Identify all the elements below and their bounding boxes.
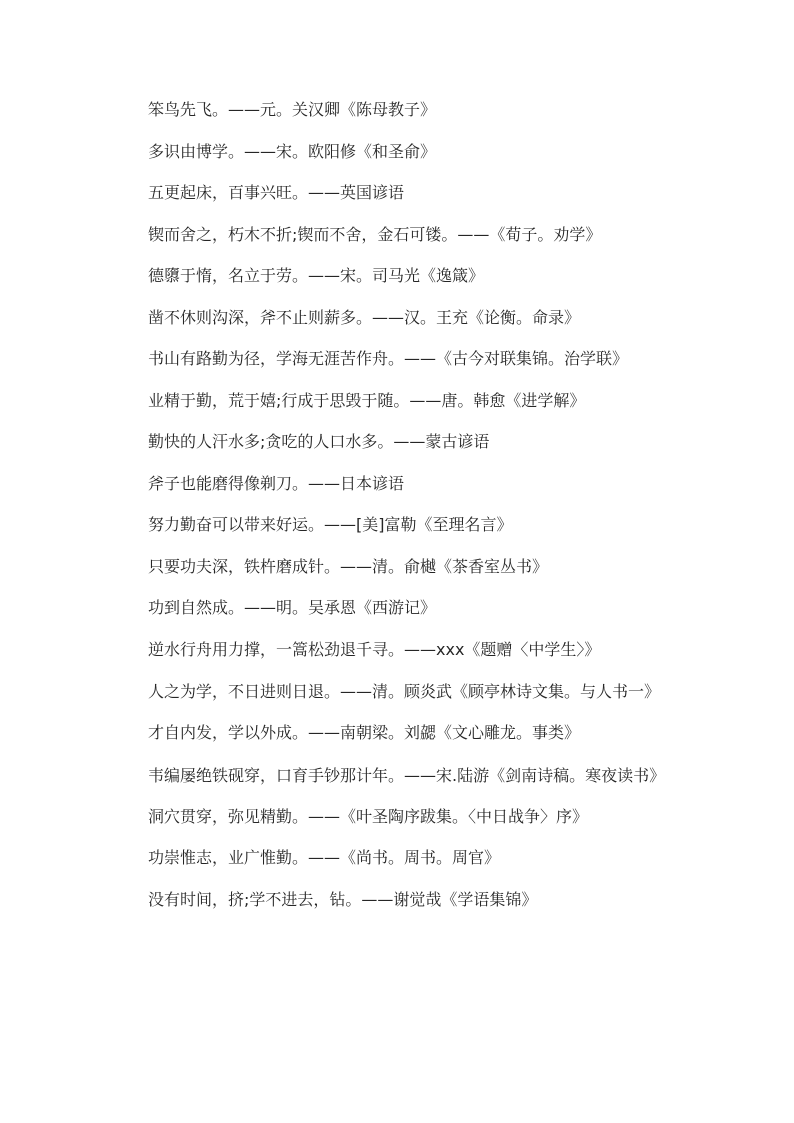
quote-paragraph: 五更起床，百事兴旺。——英国谚语 (148, 183, 405, 202)
quote-paragraph: 多识由博学。——宋。欧阳修《和圣俞》 (148, 141, 437, 161)
quote-paragraph: 逆水行舟用力撑，一篙松劲退千寻。——xxx《题赠〈中学生〉》 (148, 639, 601, 659)
quote-paragraph: 斧子也能磨得像剃刀。——日本谚语 (148, 473, 405, 493)
quote-paragraph: 没有时间，挤;学不进去，钻。——谢觉哉《学语集锦》 (148, 889, 538, 909)
quote-paragraph: 书山有路勤为径，学海无涯苦作舟。——《古今对联集锦。治学联》 (148, 349, 629, 368)
quote-paragraph: 凿不休则沟深，斧不止则薪多。——汉。王充《论衡。命录》 (148, 307, 581, 327)
quote-paragraph: 韦编屡绝铁砚穿，口育手钞那计年。——宋.陆游《剑南诗稿。寒夜读书》 (148, 765, 666, 785)
quote-paragraph: 才自内发，学以外成。——南朝梁。刘勰《文心雕龙。事类》 (148, 723, 581, 742)
quote-paragraph: 勤快的人汗水多;贪吃的人口水多。——蒙古谚语 (148, 432, 490, 451)
quote-paragraph: 努力勤奋可以带来好运。——[美]富勒《至理名言》 (148, 515, 513, 534)
quote-paragraph: 只要功夫深，铁杵磨成针。——清。俞樾《茶香室丛书》 (148, 556, 549, 576)
quote-paragraph: 锲而舍之，朽木不折;锲而不舍，金石可镂。——《荀子。劝学》 (148, 224, 602, 244)
quote-paragraph: 德隳于惰，名立于劳。——宋。司马光《逸箴》 (148, 266, 485, 285)
quote-paragraph: 业精于勤，荒于嬉;行成于思毁于随。——唐。韩愈《进学解》 (148, 390, 586, 410)
quote-paragraph: 笨鸟先飞。——元。关汉卿《陈母教子》 (148, 100, 437, 119)
quote-paragraph: 功到自然成。——明。吴承恩《西游记》 (148, 598, 437, 617)
quote-paragraph: 功崇惟志，业广惟勤。——《尚书。周书。周官》 (148, 848, 501, 867)
quote-paragraph: 洞穴贯穿，弥见精勤。——《叶圣陶序跋集。〈中日战争〉序》 (148, 806, 589, 826)
quotes-text-block (120, 100, 680, 931)
quote-paragraph: 人之为学，不日进则日退。——清。顾炎武《顾亭林诗文集。与人书一》 (148, 682, 661, 701)
